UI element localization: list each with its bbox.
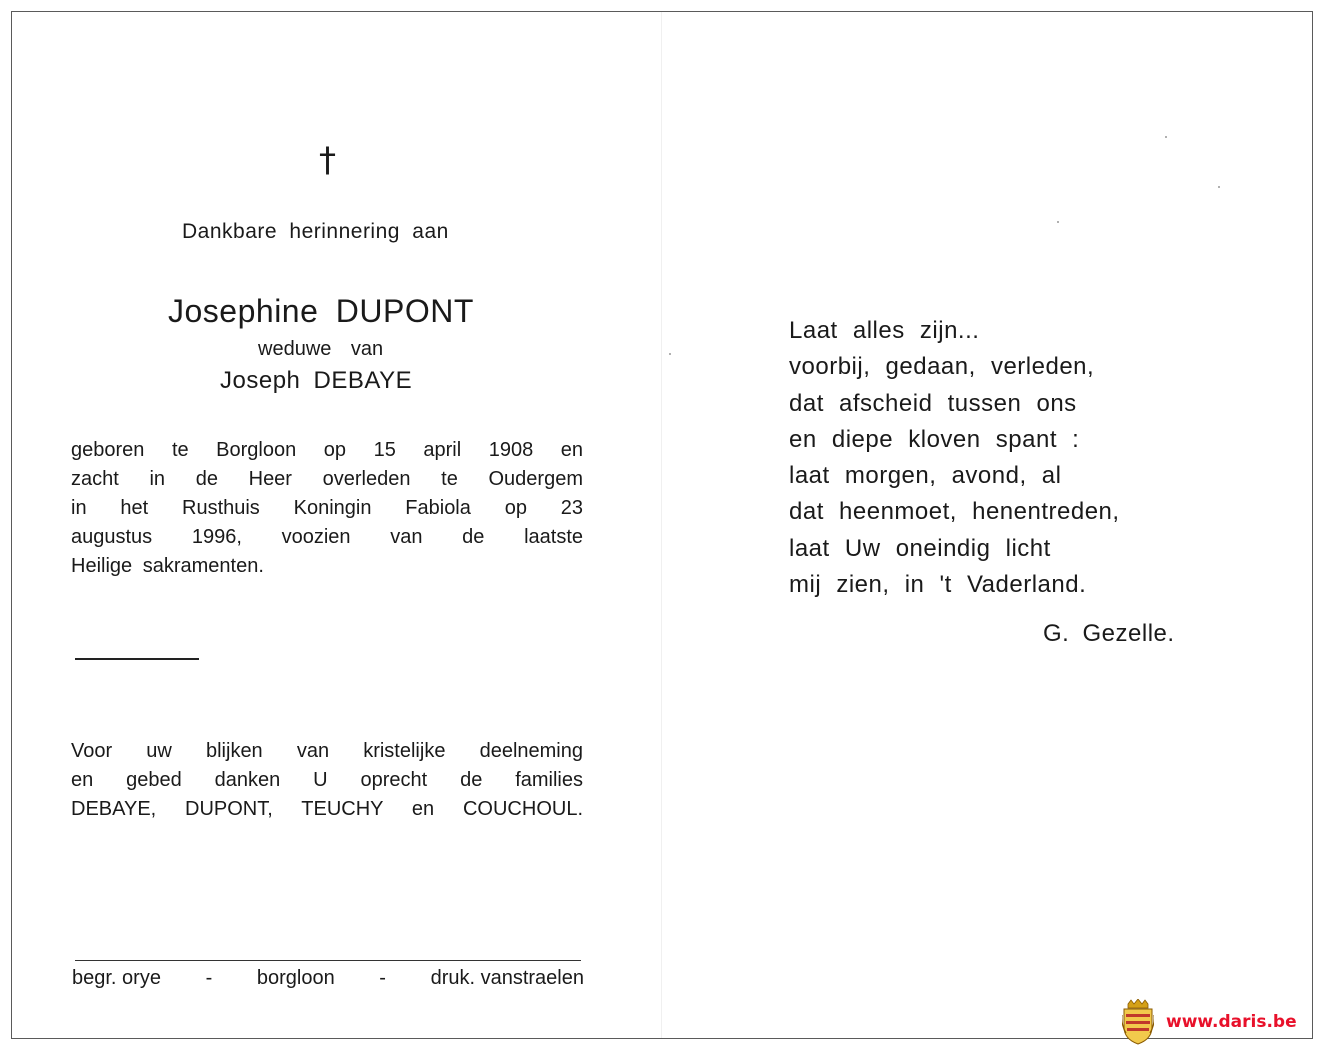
watermark-text: www.daris.be bbox=[1166, 1012, 1297, 1032]
biography-line: zacht in de Heer overleden te Oudergem bbox=[71, 468, 583, 490]
intro-text: Dankbare herinnering aan bbox=[182, 220, 449, 243]
biography-line: Heilige sakramenten. bbox=[71, 555, 264, 577]
poem-line: laat morgen, avond, al bbox=[789, 462, 1062, 490]
poem-line: laat Uw oneindig licht bbox=[789, 534, 1051, 562]
card-fold-line bbox=[661, 12, 662, 1038]
footer-printer: druk. vanstraelen bbox=[430, 967, 584, 989]
footer-town: borgloon bbox=[256, 967, 335, 989]
poem-line: Laat alles zijn... bbox=[789, 317, 980, 344]
printer-footer bbox=[72, 967, 584, 990]
site-watermark bbox=[1122, 998, 1312, 1046]
footer-separator: - bbox=[205, 967, 213, 989]
poem-line: voorbij, gedaan, verleden, bbox=[789, 353, 1095, 381]
biography-line: geboren te Borgloon op 15 april 1908 en bbox=[71, 439, 583, 461]
deceased-name: Josephine DUPONT bbox=[168, 293, 474, 329]
relation-text: weduwe van bbox=[258, 338, 384, 360]
footer-divider bbox=[75, 960, 581, 961]
thanks-line: DEBAYE, DUPONT, TEUCHY en COUCHOUL. bbox=[71, 798, 583, 820]
section-divider bbox=[75, 658, 199, 660]
poem-line: mij zien, in 't Vaderland. bbox=[789, 571, 1087, 599]
thanks-line: Voor uw blijken van kristelijke deelneming bbox=[71, 740, 583, 762]
thanks-text bbox=[71, 737, 583, 824]
thanks-line: en gebed danken U oprecht de families bbox=[71, 769, 583, 791]
footer-undertaker: begr. orye bbox=[72, 967, 161, 989]
paper-speck bbox=[669, 353, 671, 355]
biography-line: in het Rusthuis Koningin Fabiola op 23 bbox=[71, 497, 583, 519]
poem-line: dat afscheid tussen ons bbox=[789, 389, 1077, 417]
poem-line: dat heenmoet, henentreden, bbox=[789, 498, 1120, 526]
poem bbox=[789, 313, 1120, 603]
paper-speck bbox=[1165, 136, 1167, 138]
spouse-name: Joseph DEBAYE bbox=[220, 367, 413, 394]
cross-symbol: † bbox=[319, 140, 336, 180]
biography-line: augustus 1996, voozien van de laatste bbox=[71, 526, 583, 548]
biography bbox=[71, 436, 583, 581]
footer-separator: - bbox=[379, 967, 386, 989]
paper-speck bbox=[1218, 186, 1220, 188]
poem-author: G. Gezelle. bbox=[1043, 620, 1175, 647]
poem-line: en diepe kloven spant : bbox=[789, 425, 1080, 453]
coat-of-arms-icon bbox=[1122, 999, 1154, 1045]
paper-speck bbox=[1057, 221, 1059, 223]
